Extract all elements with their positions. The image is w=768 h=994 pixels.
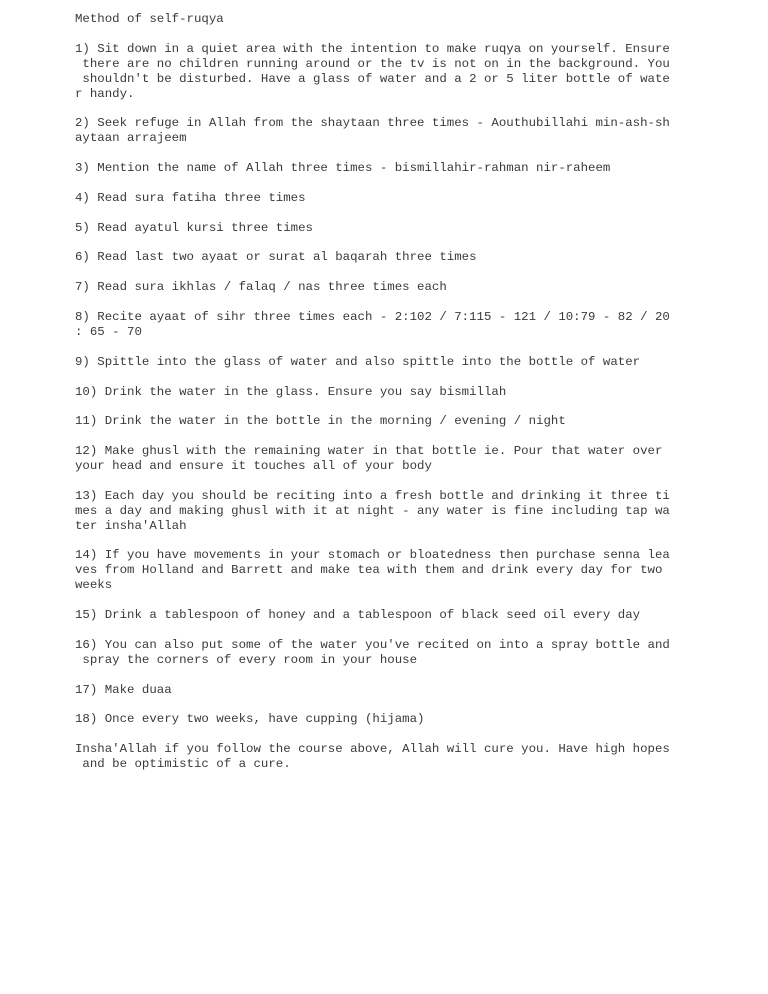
- paragraph-step-18: 18) Once every two weeks, have cupping (hijama): [75, 712, 425, 727]
- document-page: [75, 12, 685, 787]
- paragraph-step-14: 14) If you have movements in your stomach or bloatedness then purchase senna lea ves from Holland and Barrett and make tea with them and drink every day for two weeks: [75, 548, 670, 593]
- paragraph-step-13: 13) Each day you should be reciting into a fresh bottle and drinking it three ti mes a day and making ghusl with it at night - any water is fine including tap wa ter insha'Allah: [75, 488, 670, 533]
- paragraph-step-8: 8) Recite ayaat of sihr three times each - 2:102 / 7:115 - 121 / 10:79 - 82 / 20 : 65 - 70: [75, 310, 670, 339]
- paragraph-step-3: 3) Mention the name of Allah three times - bismillahir-rahman nir-raheem: [75, 161, 611, 176]
- paragraph-step-17: 17) Make duaa: [75, 682, 172, 697]
- paragraph-step-2: 2) Seek refuge in Allah from the shaytaan three times - Aouthubillahi min-ash-sh aytaan arrajeem: [75, 116, 670, 146]
- paragraph-conclusion: Insha'Allah if you follow the course above, Allah will cure you. Have high hopes and be optimistic of a cure.: [75, 742, 670, 772]
- document-title: Method of self-ruqya: [75, 12, 224, 26]
- paragraph-step-12: 12) Make ghusl with the remaining water in that bottle ie. Pour that water over your head and ensure it touches all of your body: [75, 444, 663, 473]
- paragraph-step-1: 1) Sit down in a quiet area with the intention to make ruqya on yourself. Ensure there are no children running around or the tv is not on in the background. You shouldn't be disturbed. Have a glass of water and a 2 or 5 liter bottle of wate r handy.: [75, 41, 670, 101]
- paragraph-step-15: 15) Drink a tablespoon of honey and a tablespoon of black seed oil every day: [75, 608, 641, 623]
- paragraph-step-11: 11) Drink the water in the bottle in the morning / evening / night: [75, 414, 566, 429]
- paragraph-step-5: 5) Read ayatul kursi three times: [75, 220, 313, 235]
- paragraph-step-7: 7) Read sura ikhlas / falaq / nas three times each: [75, 280, 447, 295]
- paragraph-step-9: 9) Spittle into the glass of water and also spittle into the bottle of water: [75, 354, 641, 369]
- paragraph-step-16: 16) You can also put some of the water you've recited on into a spray bottle and spray the corners of every room in your house: [75, 637, 670, 667]
- paragraph-step-10: 10) Drink the water in the glass. Ensure you say bismillah: [75, 384, 507, 399]
- paragraph-step-4: 4) Read sura fatiha three times: [75, 190, 306, 205]
- paragraph-step-6: 6) Read last two ayaat or surat al baqarah three times: [75, 250, 477, 265]
